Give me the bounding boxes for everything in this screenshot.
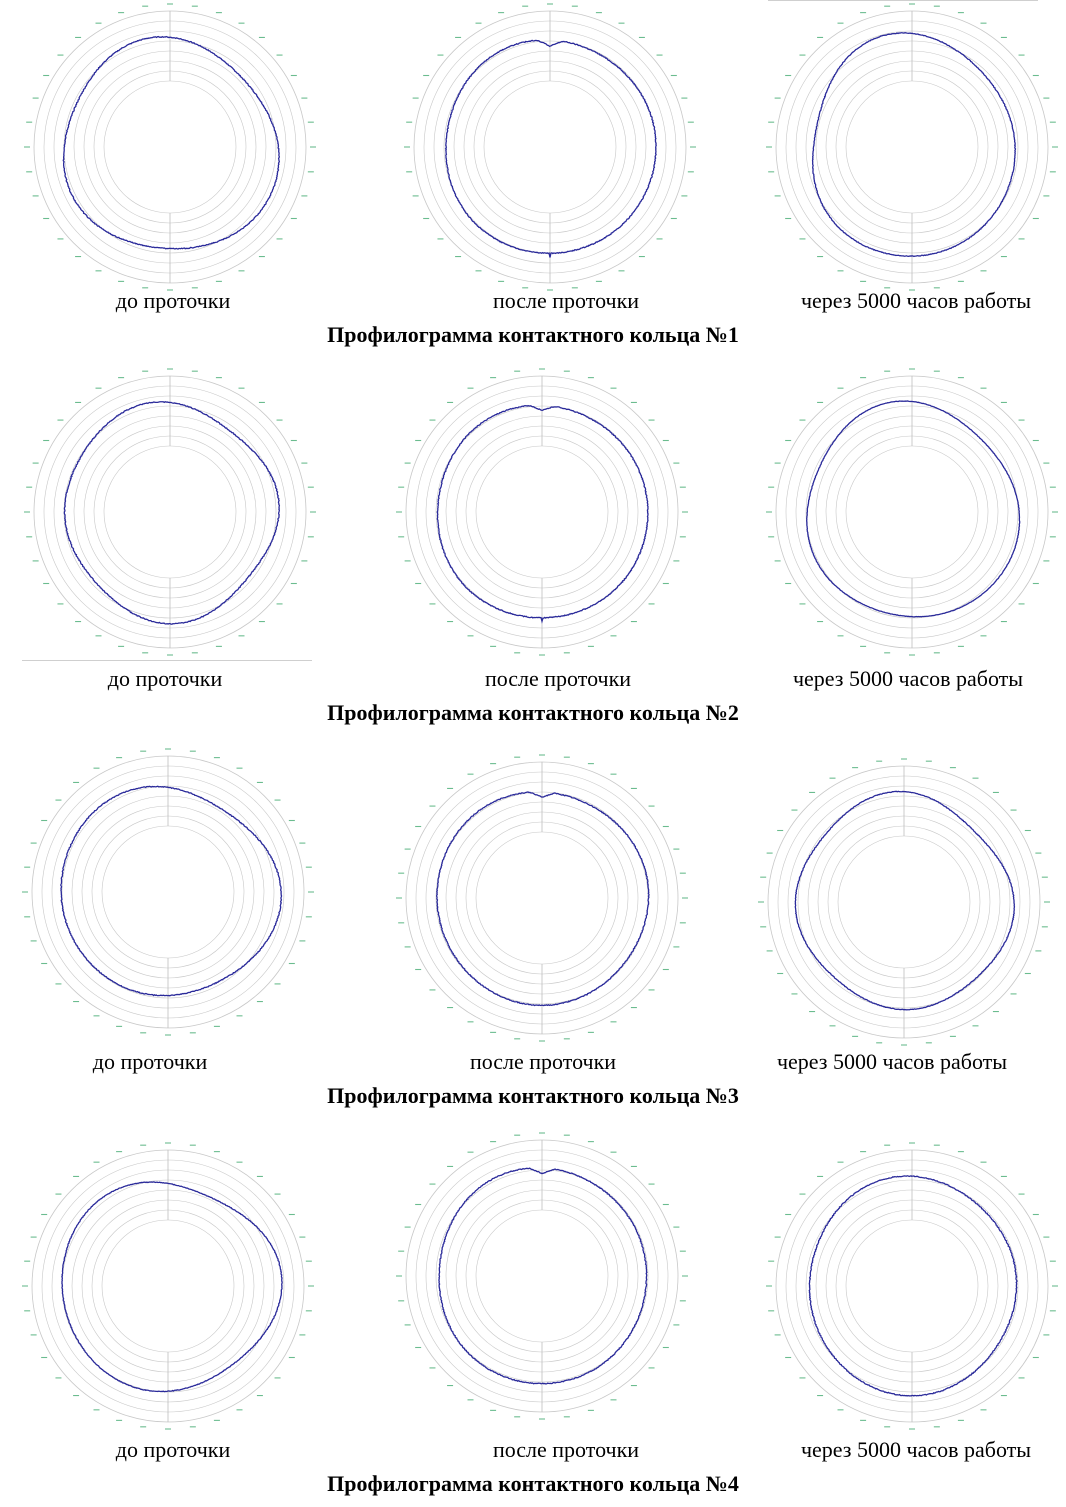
profile-trace bbox=[62, 1182, 282, 1392]
polar-plot bbox=[412, 9, 688, 285]
ring-title: Профилограмма контактного кольца №3 bbox=[327, 1083, 739, 1108]
plot-caption: до проточки bbox=[115, 1437, 231, 1462]
polar-grid bbox=[404, 1138, 680, 1414]
profile-trace bbox=[63, 37, 279, 250]
grid-ring bbox=[836, 71, 988, 223]
polar-plot bbox=[30, 1148, 306, 1424]
grid-ring bbox=[826, 1200, 998, 1372]
grid-ring bbox=[838, 836, 970, 968]
polar-grid bbox=[404, 374, 680, 650]
separator-rule bbox=[22, 660, 312, 661]
polar-plot bbox=[774, 1148, 1050, 1424]
grid-ring bbox=[846, 1220, 978, 1352]
polar-grid bbox=[774, 9, 1050, 285]
grid-ring bbox=[456, 426, 628, 598]
plot-caption: после проточки bbox=[492, 288, 640, 313]
polar-plot bbox=[774, 374, 1050, 650]
plot-caption: после проточки bbox=[484, 666, 632, 691]
profile-trace bbox=[439, 1168, 647, 1384]
grid-ring bbox=[818, 816, 990, 988]
polar-plot bbox=[32, 374, 308, 650]
grid-ring bbox=[836, 1210, 988, 1362]
grid-ring bbox=[104, 446, 236, 578]
grid-ring bbox=[102, 1220, 234, 1352]
grid-ring bbox=[476, 1210, 608, 1342]
grid-ring bbox=[466, 436, 618, 588]
polar-grid bbox=[412, 9, 688, 285]
grid-ring bbox=[104, 81, 236, 213]
grid-ring bbox=[826, 426, 998, 598]
header-rule bbox=[768, 0, 1038, 1]
grid-ring bbox=[82, 806, 254, 978]
polar-plot bbox=[32, 9, 308, 285]
plot-caption: до проточки bbox=[115, 288, 231, 313]
grid-ring bbox=[464, 61, 636, 233]
plot-caption: через 5000 часов работы bbox=[792, 666, 1024, 691]
plot-caption: через 5000 часов работы bbox=[776, 1049, 1008, 1074]
grid-ring bbox=[466, 1200, 618, 1352]
plot-caption: до проточки bbox=[107, 666, 223, 691]
profile-trace bbox=[64, 402, 279, 624]
grid-ring bbox=[836, 436, 988, 588]
grid-ring bbox=[82, 1200, 254, 1372]
polar-grid bbox=[30, 1148, 306, 1424]
grid-ring bbox=[828, 826, 980, 978]
plot-caption: после проточки bbox=[469, 1049, 617, 1074]
polar-grid bbox=[30, 754, 306, 1030]
grid-ring bbox=[94, 436, 246, 588]
polar-grid bbox=[766, 764, 1042, 1040]
plot-caption: через 5000 часов работы bbox=[800, 1437, 1032, 1462]
polar-plot bbox=[774, 9, 1050, 285]
polar-grid bbox=[32, 9, 308, 285]
polar-plot bbox=[766, 764, 1042, 1040]
ring-title: Профилограмма контактного кольца №4 bbox=[327, 1471, 739, 1496]
grid-ring bbox=[846, 81, 978, 213]
grid-ring bbox=[484, 81, 616, 213]
plot-caption: через 5000 часов работы bbox=[800, 288, 1032, 313]
polar-grid bbox=[774, 1148, 1050, 1424]
profile-trace bbox=[809, 1176, 1017, 1396]
polar-plot bbox=[30, 754, 306, 1030]
grid-ring bbox=[846, 446, 978, 578]
polar-plot bbox=[404, 760, 680, 1036]
polar-plot bbox=[404, 374, 680, 650]
grid-ring bbox=[474, 71, 626, 223]
grid-ring bbox=[84, 426, 256, 598]
profile-trace bbox=[437, 792, 649, 1006]
ring-title: Профилограмма контактного кольца №1 bbox=[327, 322, 739, 347]
polar-grid bbox=[32, 374, 308, 650]
polar-grid bbox=[774, 374, 1050, 650]
grid-ring bbox=[84, 61, 256, 233]
grid-ring bbox=[826, 61, 998, 233]
profile-trace bbox=[61, 786, 282, 996]
grid-ring bbox=[94, 71, 246, 223]
grid-ring bbox=[456, 812, 628, 984]
polar-plot bbox=[404, 1138, 680, 1414]
ring-title: Профилограмма контактного кольца №2 bbox=[327, 700, 739, 725]
plot-caption: после проточки bbox=[492, 1437, 640, 1462]
profile-trace bbox=[446, 40, 657, 257]
grid-ring bbox=[476, 446, 608, 578]
grid-ring bbox=[92, 816, 244, 968]
grid-ring bbox=[456, 1190, 628, 1362]
grid-ring bbox=[102, 826, 234, 958]
polar-grid bbox=[404, 760, 680, 1036]
grid-ring bbox=[92, 1210, 244, 1362]
grid-ring bbox=[466, 822, 618, 974]
plot-caption: до проточки bbox=[92, 1049, 208, 1074]
grid-ring bbox=[476, 832, 608, 964]
